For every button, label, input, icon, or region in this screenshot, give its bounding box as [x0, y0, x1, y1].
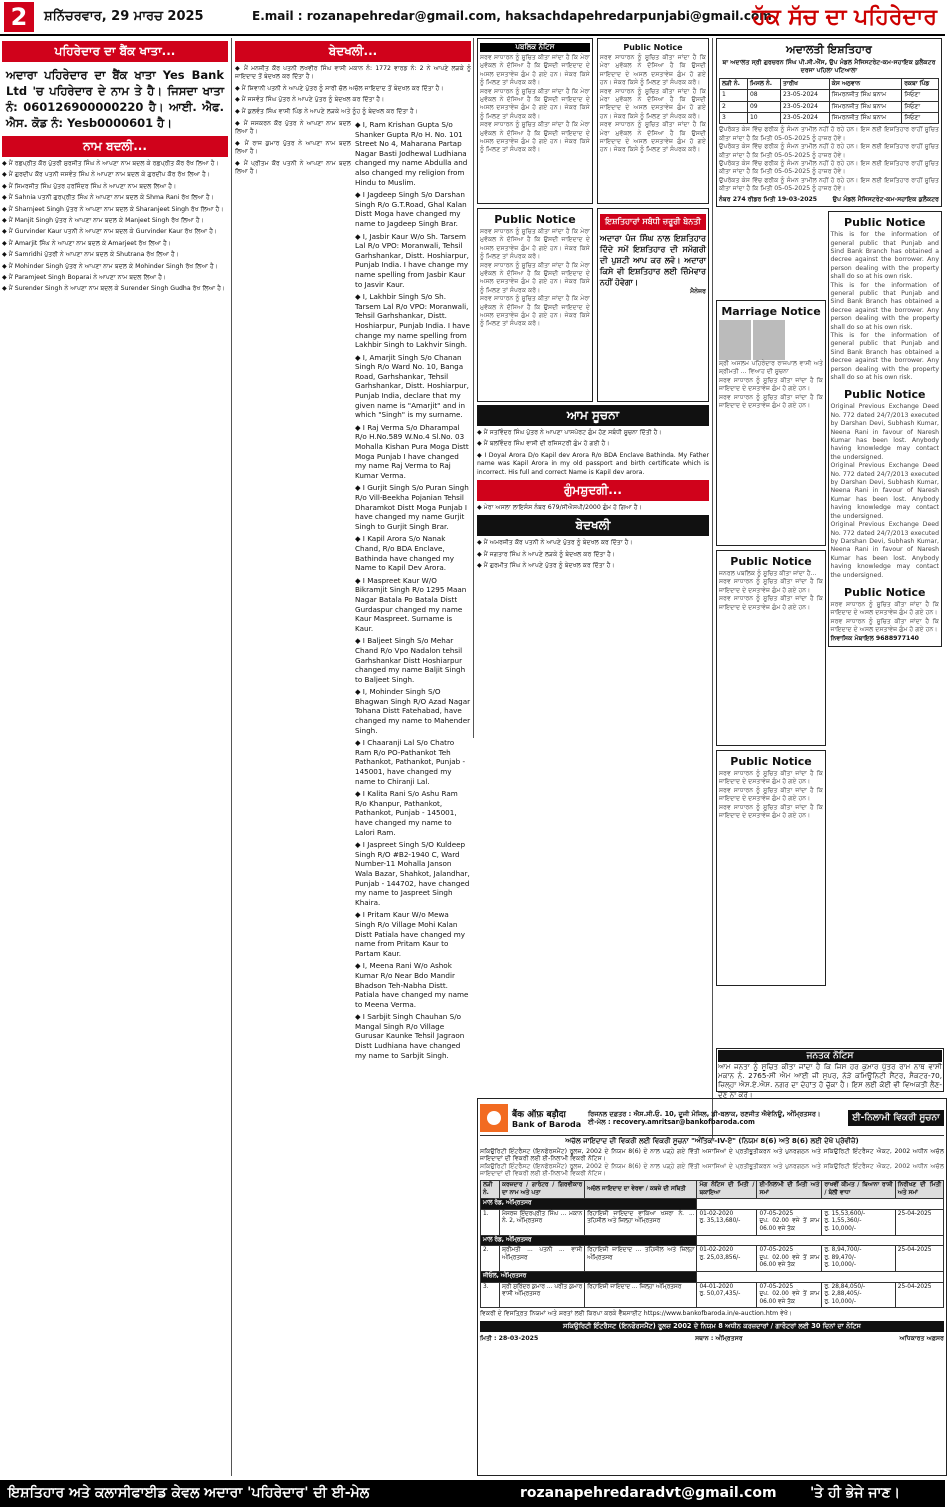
table-cell: 23-05-2024: [781, 101, 830, 112]
table-cell: 3.: [481, 1282, 500, 1308]
table-cell: 04-01-2020 ਰੁ. 50,07,435/-: [697, 1282, 757, 1308]
bride-photo: [753, 320, 785, 360]
table-cell: ਸਿਓਣਾ: [902, 113, 939, 124]
name-change-entry: ◆ ਮੈਂ Sahnia ਪਤਨੀ ਗੁਰਪ੍ਰੀਤ ਸਿੰਘ ਨੇ ਆਪਣਾ ਨਾਮ ਬਦਲ ਕੇ Shma Rani ਰੱਖ ਲਿਆ ਹੈ।: [2, 194, 214, 202]
branch-row: [481, 1199, 944, 1210]
eviction-entry: ◆ ਮੈਂ ਜਗਤਾਰ ਸਿੰਘ ਨੇ ਆਪਣੇ ਲੜਕੇ ਨੂੰ ਬੇਦਖਲ ਕਰ ਦਿੱਤਾ ਹੈ।: [477, 550, 616, 558]
bank-account-heading: ਪਹਿਰੇਦਾਰ ਦਾ ਬੈਂਕ ਖਾਤਾ...: [2, 41, 228, 62]
footer-bar: [0, 1480, 945, 1507]
branch-name: ਜੀਓਲ, ਅੰਮ੍ਰਿਤਸਰ: [481, 1271, 697, 1282]
eviction-entry: ◆ ਮੈਂ ਜਸਵੰਤ ਸਿੰਘ ਪੁੱਤਰ ਨੇ ਆਪਣੇ ਪੁੱਤਰ ਨੂੰ ਬੇਦਖਲ ਕਰ ਦਿੱਤਾ ਹੈ।: [235, 96, 385, 104]
table-cell: ਸਿਮਰਨਜੀਤ ਸਿੰਘ ਬਨਾਮ: [829, 101, 901, 112]
table-cell: 25-04-2025: [895, 1209, 943, 1235]
public-notice-box: Public Notice This is for the information of general public that Punjab and Sind Bank Branch has obtained a decree against the borrower. Any person dealing with the property shall do so at his own risk. This is for the information of general public that Punjab and Sind Bank Branch has obtained a decree against the borrower. Any person dealing with the property shall do so at his own risk. This is for the information of general public that Punjab and Sind Bank Branch has obtained a decree against the borrower. Any person dealing with the property shall do so at his own risk. Public Notice Original Previous Exchange Deed No. 772 dated 24/7/2013 executed by Darshan Devi, Subhash Kumar, Neena Rani in favour of Naresh Kumar has been lost. Anybody having knowledge may contact the undersigned. Original Previous Exchange Deed No. 772 dated 24/7/2013 executed by Darshan Devi, Subhash Kumar, Neena Rani in favour of Naresh Kumar has been lost. Anybody having knowledge may contact the undersigned. Original Previous Exchange Deed No. 772 dated 24/7/2013 executed by Darshan Devi, Subhash Kumar, Neena Rani in favour of Naresh Kumar has been lost. Anybody having knowledge may contact the undersigned. Public Notice ਸਰਵ ਸਾਧਾਰਨ ਨੂੰ ਸੂਚਿਤ ਕੀਤਾ ਜਾਂਦਾ ਹੈ ਕਿ ਜਾਇਦਾਦ ਦੇ ਅਸਲ ਦਸਤਾਵੇਜ਼ ਗੁੰਮ ਹੋ ਗਏ ਹਨ। ਸਰਵ ਸਾਧਾਰਨ ਨੂੰ ਸੂਚਿਤ ਕੀਤਾ ਜਾਂਦਾ ਹੈ ਕਿ ਜਾਇਦਾਦ ਦੇ ਅਸਲ ਦਸਤਾਵੇਜ਼ ਗੁੰਮ ਹੋ ਗਏ ਹਨ। ਨਿਵਾਸਿਕ ਮੋਬਾਇਲ 9688977140: [828, 211, 943, 647]
missing-heading: ਗੁੰਮਸ਼ੁਦਗੀ...: [477, 480, 709, 501]
eviction-heading-2: ਬੇਦਖਲੀ: [477, 515, 709, 536]
table-cell: 2: [720, 101, 748, 112]
column-name-change: [2, 38, 228, 1478]
table-header-cell: ਮਿਸਲ ਨੰ.: [747, 78, 780, 89]
table-cell: 2.: [481, 1246, 500, 1272]
table-cell: 08: [747, 90, 780, 101]
bank-of-baroda-auction: बैंक ऑफ़ बड़ौदा Bank of Baroda ਰਿਜਨਲ ਦਫ਼ਤਰ : ਐਸ.ਸੀ.ਓ. 10, ਦੂਜੀ ਮੰਜਿਲ, ਡੀ-ਬਲਾਕ, ਰਣਜੀਤ ਐਵੇਨਿਊ, ਅੰਮ੍ਰਿਤਸਰ। ਈ-ਮੇਲ : recovery.amritsar@bankofbaroda.com ਈ-ਨਿਲਾਮੀ ਵਿਕਰੀ ਸੂਚਨਾ ਅਚੱਲ ਜਾਇਦਾਦ ਦੀ ਵਿਕਰੀ ਲਈ ਵਿਕਰੀ ਸੂਚਨਾ "ਅੰਤਿਕਾ-IV-ਏ" (ਨਿਯਮ 8(6) ਅਤੇ 8(6) ਲਈ ਦੇਖੋ ਪ੍ਰੋਵੀਜ਼ੋ) ਸਕਿਉਰਿਟੀ ਇੰਟਰੈਸਟ (ਇਨਫੋਰਸਮੈਂਟ) ਰੂਲਜ਼, 2002 ਦੇ ਨਿਯਮ 8(6) ਦੇ ਨਾਲ ਪੜ੍ਹੇ ਗਏ ਵਿੱਤੀ ਅਸਾਸਿਆਂ ਦੇ ਪ੍ਰਤੀਭੂਤੀਕਰਨ ਅਤੇ ਪੁਨਰਗਠਨ ਅਤੇ ਸਕਿਉਰਿਟੀ ਇੰਟਰੈਸਟ ਐਕਟ, 2002 ਅਧੀਨ ਅਚੱਲ ਜਾਇਦਾਦਾਂ ਦੀ ਵਿਕਰੀ ਲਈ ਈ-ਨਿਲਾਮੀ ਵਿਕਰੀ ਨੋਟਿਸ। ਸਕਿਉਰਿਟੀ ਇੰਟਰੈਸਟ (ਇਨਫੋਰਸਮੈਂਟ) ਰੂਲਜ਼, 2002 ਦੇ ਨਿਯਮ 8(6) ਦੇ ਨਾਲ ਪੜ੍ਹੇ ਗਏ ਵਿੱਤੀ ਅਸਾਸਿਆਂ ਦੇ ਪ੍ਰਤੀਭੂਤੀਕਰਨ ਅਤੇ ਪੁਨਰਗਠਨ ਅਤੇ ਸਕਿਉਰਿਟੀ ਇੰਟਰੈਸਟ ਐਕਟ, 2002 ਅਧੀਨ ਅਚੱਲ ਜਾਇਦਾਦਾਂ ਦੀ ਵਿਕਰੀ ਲਈ ਈ-ਨਿਲਾਮੀ ਵਿਕਰੀ ਨੋਟਿਸ। ਲੜੀ ਨੰ. ਕਰਜ਼ਦਾਰ / ਗਾਰੰਟਰ / ਗਿਰਵੀਕਾਰ ਦਾ ਨਾਮ ਅਤੇ ਪਤਾ ਅਚੱਲ ਜਾਇਦਾਦ ਦਾ ਵੇਰਵਾ / ਕਬਜ਼ੇ ਦੀ ਸਥਿਤੀ ਮੰਗ ਨੋਟਿਸ ਦੀ ਮਿਤੀ / ਬਕਾਇਆ ਈ-ਨਿਲਾਮੀ ਦੀ ਮਿਤੀ ਅਤੇ ਸਮਾਂ ਰਾਖਵੀਂ ਕੀਮਤ / ਬਿਆਨਾ ਰਾਸ਼ੀ / ਬੋਲੀ ਵਾਧਾ ਨਿਰੀਖਣ ਦੀ ਮਿਤੀ ਅਤੇ ਸਮਾਂ ਮਾਲ ਰੋਡ, ਅੰਮ੍ਰਿਤਸਰ 1. ਮੈਸਰਜ਼ ਇੰਦਰਪ੍ਰੀਤ ਸਿੰਘ ... ਮਕਾਨ ਨੰ. 2, ਅੰਮ੍ਰਿਤਸਰ ਰਿਹਾਇਸ਼ੀ ਜਾਇਦਾਦ ਵਾਕਿਆ ਖਸਰਾ ਨੰ. ... ਤਹਿਸੀਲ ਅਤੇ ਜ਼ਿਲ੍ਹਾ ਅੰਮ੍ਰਿਤਸਰ 01-02-2020 ਰੁ. 35,13,680/- 07-05-2025 ਦੁਪ. 02.00 ਵਜੇ ਤੋਂ ਸ਼ਾਮ 06.00 ਵਜੇ ਤੱਕ ਰੁ. 15,53,600/- ਰੁ. 1,55,360/- ਰੁ. 10,000/- 25-04-2025 ਮਾਲ ਰੋਡ, ਅੰਮ੍ਰਿਤਸਰ 2. ਸ਼੍ਰੀਮਤੀ ... ਪਤਨੀ ... ਵਾਸੀ ਅੰਮ੍ਰਿਤਸਰ ਰਿਹਾਇਸ਼ੀ ਜਾਇਦਾਦ ... ਤਹਿਸੀਲ ਅਤੇ ਜ਼ਿਲ੍ਹਾ ਅੰਮ੍ਰਿਤਸਰ 01-02-2020 ਰੁ. 25,03,856/- 07-05-2025 ਦੁਪ. 02.00 ਵਜੇ ਤੋਂ ਸ਼ਾਮ 06.00 ਵਜੇ ਤੱਕ ਰੁ. 8,94,700/- ਰੁ. 89,470/- ਰੁ. 10,000/- 25-04-2025 ਜੀਓਲ, ਅੰਮ੍ਰਿਤਸਰ 3. ਸ੍ਰੀ ਸੁਰਿੰਦਰ ਕੁਮਾਰ ... ਪਰੀਤ ਕੁਮਾਰ ਵਾਸੀ ਅੰਮ੍ਰਿਤਸਰ ਰਿਹਾਇਸ਼ੀ ਜਾਇਦਾਦ ... ਜ਼ਿਲ੍ਹਾ ਅੰਮ੍ਰਿਤਸਰ 04-01-2020 ਰੁ. 50,07,435/- 07-05-2025 ਦੁਪ. 02.00 ਵਜੇ ਤੋਂ ਸ਼ਾਮ 06.00 ਵਜੇ ਤੱਕ ਰੁ. 28,84,050/- ਰੁ. 2,88,405/- ਰੁ. 10,000/- 25-04-2025 ਵਿਕਰੀ ਦੇ ਵਿਸਤ੍ਰਿਤ ਨਿਯਮਾਂ ਅਤੇ ਸ਼ਰਤਾਂ ਲਈ ਕਿਰਪਾ ਕਰਕੇ ਵੈੱਬਸਾਈਟ https://www.bankofbaroda.in/e-auction.htm ਵੇਖੋ। ਸਕਿਉਰਿਟੀ ਇੰਟਰੈਸਟ (ਇਨਫੋਰਸਮੈਂਟ) ਰੂਲਜ਼ 2002 ਦੇ ਨਿਯਮ 8 ਅਧੀਨ ਕਰਜ਼ਦਾਰਾਂ / ਗਾਰੰਟਰਾਂ ਲਈ 30 ਦਿਨਾਂ ਦਾ ਨੋਟਿਸ ਮਿਤੀ : 28-03-2025 ਸਥਾਨ : ਅੰਮ੍ਰਿਤਸਰ ਅਧਿਕਾਰਤ ਅਫ਼ਸਰ: [477, 1098, 947, 1476]
name-change-entry: ◆ ਮੈਂ Manjit Singh ਪੁੱਤਰ ਨੇ ਆਪਣਾ ਨਾਮ ਬਦਲ ਕੇ Manjeet Singh ਰੱਖ ਲਿਆ ਹੈ।: [2, 217, 204, 225]
court-case-table: [719, 78, 939, 125]
table-row: [720, 101, 939, 112]
public-notice-box: Public Notice ਜਨਰਲ ਪਬਲਿਕ ਨੂੰ ਸੂਚਿਤ ਕੀਤਾ ਜਾਂਦਾ ਹੈ... ਸਰਵ ਸਾਧਾਰਨ ਨੂੰ ਸੂਚਿਤ ਕੀਤਾ ਜਾਂਦਾ ਹੈ ਕਿ ਜਾਇਦਾਦ ਦੇ ਦਸਤਾਵੇਜ਼ ਗੁੰਮ ਹੋ ਗਏ ਹਨ। ਸਰਵ ਸਾਧਾਰਨ ਨੂੰ ਸੂਚਿਤ ਕੀਤਾ ਜਾਂਦਾ ਹੈ ਕਿ ਜਾਇਦਾਦ ਦੇ ਦਸਤਾਵੇਜ਼ ਗੁੰਮ ਹੋ ਗਏ ਹਨ।: [716, 550, 826, 746]
general-info-entry: ◆ ਮੈਂ ਬਲਵਿੰਦਰ ਸਿੰਘ ਵਾਸੀ ਦੀ ਰਜਿਸਟਰੀ ਗੁੰਮ ਹੋ ਗਈ ਹੈ।: [477, 440, 610, 448]
table-header-cell: ਤਾਰੀਖ: [781, 78, 830, 89]
table-row: [481, 1209, 944, 1235]
table-cell: 07-05-2025 ਦੁਪ. 02.00 ਵਜੇ ਤੋਂ ਸ਼ਾਮ 06.00 ਵਜੇ ਤੱਕ: [757, 1246, 822, 1272]
missing-list: [477, 504, 709, 512]
name-change-list-2: [235, 120, 351, 1063]
eviction-entry: ◆ ਮੈਂ ਸ਼ਿਵਾਨੀ ਪਤਨੀ ਨੇ ਆਪਣੇ ਪੁੱਤਰ ਨੂੰ ਸਾਰੀ ਚੱਲ ਅਚੱਲ ਜਾਇਦਾਦ ਤੋਂ ਬੇਦਖਲ ਕਰ ਦਿੱਤਾ ਹੈ।: [235, 84, 444, 92]
e-auction-badge: ਈ-ਨਿਲਾਮੀ ਵਿਕਰੀ ਸੂਚਨਾ: [848, 1110, 944, 1126]
header-emails: E.mail : rozanapehredar@gmail.com, haksachdapehredarpunjabi@gmail.com: [252, 9, 772, 23]
name-change-entry: ◆ ਮੈਂ ਸਿਮਰਜੀਤ ਸਿੰਘ ਪੁੱਤਰ ਹਰਜਿੰਦਰ ਸਿੰਘ ਨੇ ਆਪਣਾ ਨਾਮ ਬਦਲ ਲਿਆ ਹੈ।: [2, 182, 177, 190]
name-change-entry: ◆ ਮੈਂ ਜਸਕਰਨ ਕੌਰ ਪੁੱਤਰ ਨੇ ਆਪਣਾ ਨਾਮ ਬਦਲ ਲਿਆ ਹੈ।: [235, 120, 351, 136]
table-cell: ਸਿਓਣਾ: [902, 101, 939, 112]
table-cell: 25-04-2025: [895, 1282, 943, 1308]
english-name-change-entry: ◆ I, Meena Rani W/o Ashok Kumar R/o Near Bdo Mandir Bhadson Teh-Nabha Distt. Patiala have changed my name to Meena Verma.: [355, 961, 469, 1009]
english-name-change-entry: ◆ I Jagdeep Singh S/o Darshan Singh R/o G.T.Road, Ghal Kalan Distt Moga have changed my name to Jagdeep Singh Brar.: [355, 190, 467, 228]
masthead: [0, 0, 945, 36]
name-change-entry: ◆ ਮੈਂ Mohinder Singh ਪੁੱਤਰ ਨੇ ਆਪਣਾ ਨਾਮ ਬਦਲ ਕੇ Mohinder Singh ਰੱਖ ਲਿਆ ਹੈ।: [2, 262, 219, 270]
english-name-change-entry: ◆ I Maspreet Kaur W/O Bikramjit Singh R/o 1295 Maan Nagar Batala Po Batala Distt Gurdaspur changed my name Kaur Maspreet. Surname is Kaur.: [355, 575, 467, 633]
table-header-cell: ਰਾਖਵੀਂ ਕੀਮਤ / ਬਿਆਨਾ ਰਾਸ਼ੀ / ਬੋਲੀ ਵਾਧਾ: [822, 1180, 895, 1198]
name-change-entry: ◆ ਮੈਂ ਰਾਜ ਕੁਮਾਰ ਪੁੱਤਰ ਨੇ ਆਪਣਾ ਨਾਮ ਬਦਲ ਲਿਆ ਹੈ।: [235, 139, 351, 156]
table-cell: 01-02-2020 ਰੁ. 25,03,856/-: [697, 1246, 757, 1272]
english-name-change-list: [355, 120, 471, 1063]
eviction-list: [235, 65, 471, 116]
name-change-heading: ਨਾਮ ਬਦਲੀ...: [2, 136, 228, 157]
table-row: [481, 1282, 944, 1308]
eviction-entry: ◆ ਮੈਂ ਮਨਜੀਤ ਕੌਰ ਪਤਨੀ ਲਖਵੀਰ ਸਿੰਘ ਵਾਸੀ ਮਕਾਨ ਨੰ: 1772 ਵਾਰਡ ਨੰ: 2 ਨੇ ਆਪਣੇ ਲੜਕੇ ਨੂੰ ਜਾਇਦਾਦ ਤੋਂ ਬੇਦਖਲ ਕਰ ਦਿੱਤਾ ਹੈ।: [235, 65, 471, 81]
table-cell: 07-05-2025 ਦੁਪ. 02.00 ਵਜੇ ਤੋਂ ਸ਼ਾਮ 06.00 ਵਜੇ ਤੱਕ: [757, 1282, 822, 1308]
branch-name: ਮਾਲ ਰੋਡ, ਅੰਮ੍ਰਿਤਸਰ: [481, 1235, 697, 1246]
general-info-entry: ◆ I Doyal Arora D/o Kapil dev Arora R/o BDA Enclave Bathinda. My Father name was Kapil Arora in my old passport and birth certificate which is incorrect. His full and correct Name is Kapil dev arora.: [477, 451, 709, 476]
english-name-change-entry: ◆ I Jaspreet Singh S/O Kuldeep Singh R/O #B2-1940 C, Ward Number-11 Mohalla Janson Wala Bazar, Shahkot, Jalandhar, Punjab - 144702, have changed my name to Jaspreet Singh Khaira.: [355, 840, 470, 907]
table-cell: 1.: [481, 1209, 500, 1235]
english-name-change-entry: ◆ I, Mohinder Singh S/O Bhagwan Singh R/O Azad Nagar Tohana Distt Fatehabad, have changed my name to Mahender Singh.: [355, 687, 471, 735]
eviction-entry: ◆ ਮੈਂ ਕੁਲਵੰਤ ਸਿੰਘ ਵਾਸੀ ਪਿੰਡ ਨੇ ਆਪਣੇ ਲੜਕੇ ਅਤੇ ਨੂੰਹ ਨੂੰ ਬੇਦਖਲ ਕਰ ਦਿੱਤਾ ਹੈ।: [235, 107, 419, 115]
name-change-entry: ◆ ਮੈਂ Amarjit ਸਿੰਘ ਨੇ ਆਪਣਾ ਨਾਮ ਬਦਲ ਕੇ Amarjeet ਰੱਖ ਲਿਆ ਹੈ।: [2, 239, 172, 247]
table-cell: ਸਿਮਰਨਜੀਤ ਸਿੰਘ ਬਨਾਮ: [829, 113, 901, 124]
table-header-cell: ਕੇਸ ਅਨੁਵਾਨ: [829, 78, 901, 89]
public-notice-janatak: ਜਨਤਕ ਨੋਟਿਸ ਆਮ ਜਨਤਾ ਨੂੰ ਸੂਚਿਤ ਕੀਤਾ ਜਾਂਦਾ ਹੈ ਕਿ ਜਿਸ ਹਰ ਕੁਮਾਰ ਪੁੱਤਰ ਰਾਮ ਨਾਥ ਵਾਸੀ ਮਕਾਨ ਨੰ. 2765-ਸੀ ਐਮ ਆਈ ਜੀ ਸੁਪਰ, ਨੇੜੇ ਕਮਿਊਨਿਟੀ ਸੈਂਟਰ, ਸੈਕਟਰ-70, ਜ਼ਿਲ੍ਹਾ ਐਸ.ਏ.ਐਸ. ਨਗਰ ਦਾ ਦੇਹਾਂਤ ਹੋ ਚੁੱਕਾ ਹੈ। ਇਸ ਲਈ ਕੋਈ ਵੀ ਵਿਅਕਤੀ ਲੈਣ-ਦੇਣ ਨਾ ਕਰੇ।: [716, 1048, 944, 1092]
court-notice: ਅਦਾਲਤੀ ਇਸ਼ਤਿਹਾਰ ਬਾ ਅਦਾਲਤ ਸ੍ਰੀ ਗੁਰਚਰਨ ਸਿੰਘ ਪੀ.ਸੀ.ਐੱਸ, ਉਪ ਮੰਡਲ ਮੈਜਿਸਟਰੇਟ-ਕਮ-ਸਹਾਇਕ ਕੁਲੈਕਟਰ ਦਰਜਾ ਪਹਿਲਾ ਪਟਿਆਲਾ ਲੜੀ ਨੰ. ਮਿਸਲ ਨੰ. ਤਾਰੀਖ ਕੇਸ ਅਨੁਵਾਨ ਰਕਬਾ ਪਿੰਡ 1 08 23-05-2024 ਸਿਮਰਨਜੀਤ ਸਿੰਘ ਬਨਾਮ ਸਿਓਣਾ 2 09 23-05-2024 ਸਿਮਰਨਜੀਤ ਸਿੰਘ ਬਨਾਮ ਸਿਓਣਾ 3 10 23-05-2024 ਸਿਮਰਨਜੀਤ ਸਿੰਘ ਬਨਾਮ ਸਿਓਣਾ ਉਪਰੋਕਤ ਕੇਸ ਵਿੱਚ ਫਰੀਕ ਨੂੰ ਸੰਮਨ ਤਾਮੀਲ ਨਹੀਂ ਹੋ ਰਹੇ ਹਨ। ਇਸ ਲਈ ਇਸ਼ਤਿਹਾਰ ਰਾਹੀਂ ਸੂਚਿਤ ਕੀਤਾ ਜਾਂਦਾ ਹੈ ਕਿ ਮਿਤੀ 05-05-2025 ਨੂੰ ਹਾਜ਼ਰ ਹੋਵੇ। ਉਪਰੋਕਤ ਕੇਸ ਵਿੱਚ ਫਰੀਕ ਨੂੰ ਸੰਮਨ ਤਾਮੀਲ ਨਹੀਂ ਹੋ ਰਹੇ ਹਨ। ਇਸ ਲਈ ਇਸ਼ਤਿਹਾਰ ਰਾਹੀਂ ਸੂਚਿਤ ਕੀਤਾ ਜਾਂਦਾ ਹੈ ਕਿ ਮਿਤੀ 05-05-2025 ਨੂੰ ਹਾਜ਼ਰ ਹੋਵੇ। ਉਪਰੋਕਤ ਕੇਸ ਵਿੱਚ ਫਰੀਕ ਨੂੰ ਸੰਮਨ ਤਾਮੀਲ ਨਹੀਂ ਹੋ ਰਹੇ ਹਨ। ਇਸ ਲਈ ਇਸ਼ਤਿਹਾਰ ਰਾਹੀਂ ਸੂਚਿਤ ਕੀਤਾ ਜਾਂਦਾ ਹੈ ਕਿ ਮਿਤੀ 05-05-2025 ਨੂੰ ਹਾਜ਼ਰ ਹੋਵੇ। ਉਪਰੋਕਤ ਕੇਸ ਵਿੱਚ ਫਰੀਕ ਨੂੰ ਸੰਮਨ ਤਾਮੀਲ ਨਹੀਂ ਹੋ ਰਹੇ ਹਨ। ਇਸ ਲਈ ਇਸ਼ਤਿਹਾਰ ਰਾਹੀਂ ਸੂਚਿਤ ਕੀਤਾ ਜਾਂਦਾ ਹੈ ਕਿ ਮਿਤੀ 05-05-2025 ਨੂੰ ਹਾਜ਼ਰ ਹੋਵੇ। ਨੰਬਰ 274 ਰੀਡਰ ਮਿਤੀ 19-03-2025 ਉਪ ਮੰਡਲ ਮੈਜਿਸਟਰੇਟ-ਕਮ-ਸਹਾਇਕ ਕੁਲੈਕਟਰ: [716, 38, 942, 207]
table-cell: ਰਿਹਾਇਸ਼ੀ ਜਾਇਦਾਦ ... ਜ਼ਿਲ੍ਹਾ ਅੰਮ੍ਰਿਤਸਰ: [585, 1282, 697, 1308]
table-cell: ਰੁ. 28,84,050/- ਰੁ. 2,88,405/- ਰੁ. 10,000/-: [822, 1282, 895, 1308]
table-cell: 01-02-2020 ਰੁ. 35,13,680/-: [697, 1209, 757, 1235]
name-change-entry: ◆ ਮੈਂ Samridhi ਪੁੱਤਰੀ ਨੇ ਆਪਣਾ ਨਾਮ ਬਦਲ ਕੇ Shutrana ਰੱਖ ਲਿਆ ਹੈ।: [2, 251, 179, 259]
english-name-change-entry: ◆ I Pritam Kaur W/o Mewa Singh R/o Village Mohi Kalan Distt Patiala have changed my name from Pritam Kaur to Partam Kaur.: [355, 910, 465, 958]
table-cell: 3: [720, 113, 748, 124]
english-name-change-entry: ◆ I Baljeet Singh S/o Mehar Chand R/o Vpo Nadalon tehsil Garhshankar Distt Hoshiarpur changed my name Baljit Singh to Baljeet Singh.: [355, 636, 466, 684]
branch-row: [481, 1271, 944, 1282]
name-change-entry: ◆ ਮੈਂ Paramjeet Singh Boparai ਨੇ ਆਪਣਾ ਨਾਮ ਬਦਲ ਲਿਆ ਹੈ।: [2, 274, 167, 282]
english-name-change-entry: ◆ I, Ram Krishan Gupta S/o Shanker Gupta R/o H. No. 101 Street No 4, Maharana Partap Nagar Basti Jodhewal Ludhiana changed my name Abdulla and also changed my religion from Hindu to Muslim.: [355, 120, 468, 187]
table-cell: ਰਿਹਾਇਸ਼ੀ ਜਾਇਦਾਦ ਵਾਕਿਆ ਖਸਰਾ ਨੰ. ... ਤਹਿਸੀਲ ਅਤੇ ਜ਼ਿਲ੍ਹਾ ਅੰਮ੍ਰਿਤਸਰ: [585, 1209, 697, 1235]
eviction-heading: ਬੇਦਖਲੀ...: [235, 41, 471, 62]
english-name-change-entry: ◆ I Raj Verma S/o Dharampal R/o H.No.589 W.No.4 Sl.No. 03 Mohalla Kishan Pura Moga Distt Moga Punjab I have changed my name Raj Verma to Raj Kumar Verma.: [355, 422, 469, 480]
general-info-entry: ◆ ਮੈਂ ਸਤਵਿੰਦਰ ਸਿੰਘ ਪੁੱਤਰ ਨੇ ਆਪਣਾ ਪਾਸਪੋਰਟ ਗੁੰਮ ਹੋਣ ਸਬੰਧੀ ਸੂਚਨਾ ਦਿੱਤੀ ਹੈ।: [477, 429, 662, 436]
table-cell: ਰੁ. 15,53,600/- ਰੁ. 1,55,360/- ਰੁ. 10,000/-: [822, 1209, 895, 1235]
name-change-entry: ◆ ਮੈਂ Sharnjeet Singh ਪੁੱਤਰ ਨੇ ਆਪਣਾ ਨਾਮ ਬਦਲ ਕੇ Sharanjeet Singh ਰੱਖ ਲਿਆ ਹੈ।: [2, 205, 224, 213]
english-name-change-entry: ◆ I Sarbjit Singh Chauhan S/o Mangal Singh R/o Village Gurusar Kaunke Tehsil Jagraon Distt Ludhiana have changed my name to Sarbjit Singh.: [355, 1012, 465, 1060]
groom-photo: [719, 320, 751, 360]
public-notice-box: Public Notice ਸਰਵ ਸਾਧਾਰਨ ਨੂੰ ਸੂਚਿਤ ਕੀਤਾ ਜਾਂਦਾ ਹੈ ਕਿ ਜਾਇਦਾਦ ਦੇ ਦਸਤਾਵੇਜ਼ ਗੁੰਮ ਹੋ ਗਏ ਹਨ। ਸਰਵ ਸਾਧਾਰਨ ਨੂੰ ਸੂਚਿਤ ਕੀਤਾ ਜਾਂਦਾ ਹੈ ਕਿ ਜਾਇਦਾਦ ਦੇ ਦਸਤਾਵੇਜ਼ ਗੁੰਮ ਹੋ ਗਏ ਹਨ। ਸਰਵ ਸਾਧਾਰਨ ਨੂੰ ਸੂਚਿਤ ਕੀਤਾ ਜਾਂਦਾ ਹੈ ਕਿ ਜਾਇਦਾਦ ਦੇ ਦਸਤਾਵੇਜ਼ ਗੁੰਮ ਹੋ ਗਏ ਹਨ।: [716, 750, 826, 986]
name-change-entry: ◆ ਮੈਂ Gurvinder Kaur ਪਤਨੀ ਨੇ ਆਪਣਾ ਨਾਮ ਬਦਲ ਕੇ Gurvinder Kaur ਰੱਖ ਲਿਆ ਹੈ।: [2, 228, 218, 236]
bank-of-baroda-logo: [480, 1104, 508, 1132]
english-name-change-entry: ◆ I, Amarjit Singh S/o Chanan Singh R/o Ward No. 10, Banga Road, Garhshankar, Tehsil Garhshankar, Distt. Hoshiarpur, Punjab India, declare that my given name is "Amarjit" and in which "Singh" is my surname.: [355, 352, 469, 420]
table-header-cell: ਨਿਰੀਖਣ ਦੀ ਮਿਤੀ ਅਤੇ ਸਮਾਂ: [895, 1180, 943, 1198]
table-cell: 09: [747, 101, 780, 112]
table-cell: ਸ਼੍ਰੀਮਤੀ ... ਪਤਨੀ ... ਵਾਸੀ ਅੰਮ੍ਰਿਤਸਰ: [500, 1246, 585, 1272]
english-name-change-entry: ◆ I Kalita Rani S/o Ashu Ram R/o Khanpur, Pathankot, Pathankot, Punjab - 145001, have changed my name to Lalori Ram.: [355, 789, 458, 837]
public-notice-box: [595, 40, 709, 210]
table-header-cell: ਮੰਗ ਨੋਟਿਸ ਦੀ ਮਿਤੀ / ਬਕਾਇਆ: [697, 1180, 757, 1198]
table-header-cell: ਅਚੱਲ ਜਾਇਦਾਦ ਦਾ ਵੇਰਵਾ / ਕਬਜ਼ੇ ਦੀ ਸਥਿਤੀ: [585, 1180, 697, 1198]
footer-email-link[interactable]: rozanapehredaradvt@gmail.com: [520, 1485, 777, 1501]
column-eviction: [235, 38, 471, 1478]
english-name-change-entry: ◆ I Kapil Arora S/o Nanak Chand, R/o BDA Enclave, Bathinda have changed my Name to Kapil Dev Arora.: [355, 534, 454, 573]
table-header-cell: ਲੜੀ ਨੰ.: [481, 1180, 500, 1198]
advertisement-request-box: ਇਸ਼ਤਿਹਾਰਾਂ ਸਬੰਧੀ ਜ਼ਰੂਰੀ ਬੇਨਤੀ ਅਦਾਰਾ ਪੰਜ ਸਿੰਘ ਨਾਲ ਇਸ਼ਤਿਹਾਰ ਦਿੰਦੇ ਸਮੇਂ ਇਸ਼ਤਿਹਾਰ ਦੀ ਸਮੱਗਰੀ ਦੀ ਪੁਸ਼ਟੀ ਆਪ ਕਰ ਲਵੋ। ਅਦਾਰਾ ਕਿਸੇ ਵੀ ਇਸ਼ਤਿਹਾਰ ਲਈ ਜ਼ਿੰਮੇਵਾਰ ਨਹੀਂ ਹੋਵੇਗਾ। ਮੈਨੇਜਰ: [597, 208, 709, 402]
table-cell: ਰੁ. 8,94,700/- ਰੁ. 89,470/- ਰੁ. 10,000/-: [822, 1246, 895, 1272]
table-header-cell: ਲੜੀ ਨੰ.: [720, 78, 748, 89]
english-name-change-entry: ◆ I, Jasbir Kaur W/o Sh. Tarsem Lal R/o VPO: Moranwali, Tehsil Garhshankar, Distt. Hoshiarpur, Punjab India. I have change my name spelling from Jasbir Kaur to Jasvir Kaur.: [355, 231, 469, 289]
english-name-change-entry: ◆ I, Lakhbir Singh S/o Sh. Tarsem Lal R/o VPO: Moranwali, Tehsil Garhshankar, Distt. Hoshiarpur, Punjab India. I have change my name spelling from Lakhbir Singh to Lakhvir Singh.: [355, 292, 470, 350]
table-cell: 07-05-2025 ਦੁਪ. 02.00 ਵਜੇ ਤੋਂ ਸ਼ਾਮ 06.00 ਵਜੇ ਤੱਕ: [757, 1209, 822, 1235]
english-name-change-entry: ◆ I Chaaranji Lal S/o Chatro Ram R/o PO-Pathankot Teh Pathankot, Pathankot, Punjab - 145001, have changed my name to Chiranji Lal.: [355, 738, 466, 786]
public-notice-box: Public Notice ਸਰਵ ਸਾਧਾਰਨ ਨੂੰ ਸੂਚਿਤ ਕੀਤਾ ਜਾਂਦਾ ਹੈ ਕਿ ਮੇਰਾ ਮੁਵੱਕਲ ਨੇ ਦੱਸਿਆ ਹੈ ਕਿ ਉਸਦੀ ਜਾਇਦਾਦ ਦੇ ਅਸਲ ਦਸਤਾਵੇਜ਼ ਗੁੰਮ ਹੋ ਗਏ ਹਨ। ਜੇਕਰ ਕਿਸੇ ਨੂੰ ਮਿਲਣ ਤਾਂ ਸੰਪਰਕ ਕਰੋ। ਸਰਵ ਸਾਧਾਰਨ ਨੂੰ ਸੂਚਿਤ ਕੀਤਾ ਜਾਂਦਾ ਹੈ ਕਿ ਮੇਰਾ ਮੁਵੱਕਲ ਨੇ ਦੱਸਿਆ ਹੈ ਕਿ ਉਸਦੀ ਜਾਇਦਾਦ ਦੇ ਅਸਲ ਦਸਤਾਵੇਜ਼ ਗੁੰਮ ਹੋ ਗਏ ਹਨ। ਜੇਕਰ ਕਿਸੇ ਨੂੰ ਮਿਲਣ ਤਾਂ ਸੰਪਰਕ ਕਰੋ। ਸਰਵ ਸਾਧਾਰਨ ਨੂੰ ਸੂਚਿਤ ਕੀਤਾ ਜਾਂਦਾ ਹੈ ਕਿ ਮੇਰਾ ਮੁਵੱਕਲ ਨੇ ਦੱਸਿਆ ਹੈ ਕਿ ਉਸਦੀ ਜਾਇਦਾਦ ਦੇ ਅਸਲ ਦਸਤਾਵੇਜ਼ ਗੁੰਮ ਹੋ ਗਏ ਹਨ। ਜੇਕਰ ਕਿਸੇ ਨੂੰ ਮਿਲਣ ਤਾਂ ਸੰਪਰਕ ਕਰੋ।: [477, 208, 593, 402]
table-row: [720, 113, 939, 124]
branch-row: [481, 1235, 944, 1246]
name-change-entry: ◆ ਮੈਂ ਰਛਪ੍ਰੀਤ ਕੌਰ ਪੁੱਤਰੀ ਸੁਰਜੀਤ ਸਿੰਘ ਨੇ ਆਪਣਾ ਨਾਮ ਬਦਲ ਕੇ ਰਛਪ੍ਰੀਤ ਕੌਰ ਰੱਖ ਲਿਆ ਹੈ।: [2, 160, 219, 167]
marriage-notice: Marriage Notice ਸ਼੍ਰੀ ਅਸਲਮ ਪਹਿਰੇਦਾਰ ਰਾਜਪਾਲ ਵਾਸੀ ਅਤੇ ਸ਼੍ਰੀਮਤੀ ... ਵਿਆਹ ਦੀ ਸੂਚਨਾ ਸਰਵ ਸਾਧਾਰਨ ਨੂੰ ਸੂਚਿਤ ਕੀਤਾ ਜਾਂਦਾ ਹੈ ਕਿ ਜਾਇਦਾਦ ਦੇ ਦਸਤਾਵੇਜ਼ ਗੁੰਮ ਹੋ ਗਏ ਹਨ। ਸਰਵ ਸਾਧਾਰਨ ਨੂੰ ਸੂਚਿਤ ਕੀਤਾ ਜਾਂਦਾ ਹੈ ਕਿ ਜਾਇਦਾਦ ਦੇ ਦਸਤਾਵੇਜ਼ ਗੁੰਮ ਹੋ ਗਏ ਹਨ।: [716, 300, 826, 546]
name-change-list: [2, 160, 228, 294]
table-cell: ਸਿਮਰਨਜੀਤ ਸਿੰਘ ਬਨਾਮ: [829, 90, 901, 101]
table-cell: 23-05-2024: [781, 90, 830, 101]
auction-table: [480, 1180, 944, 1308]
branch-name: ਮਾਲ ਰੋਡ, ਅੰਮ੍ਰਿਤਸਰ: [481, 1199, 697, 1210]
name-change-entry: ◆ ਮੈਂ Surender Singh ਨੇ ਆਪਣਾ ਨਾਮ ਬਦਲ ਕੇ Surender Singh Gudha ਰੱਖ ਲਿਆ ਹੈ।: [2, 285, 226, 293]
footer-text-end: 'ਤੇ ਹੀ ਭੇਜੇ ਜਾਣ।: [810, 1485, 901, 1501]
table-cell: 25-04-2025: [895, 1246, 943, 1272]
name-change-entry: ◆ ਮੈਂ ਗੁਰਦੀਪ ਕੌਰ ਪਤਨੀ ਜਸਵੰਤ ਸਿੰਘ ਨੇ ਆਪਣਾ ਨਾਮ ਬਦਲ ਕੇ ਗੁਰਦੀਪ ਕੌਰ ਰੱਖ ਲਿਆ ਹੈ।: [2, 171, 211, 179]
issue-date: ਸ਼ਨਿੱਚਰਵਾਰ, 29 ਮਾਰਚ 2025: [44, 9, 204, 24]
table-cell: ਰਿਹਾਇਸ਼ੀ ਜਾਇਦਾਦ ... ਤਹਿਸੀਲ ਅਤੇ ਜ਼ਿਲ੍ਹਾ ਅੰਮ੍ਰਿਤਸਰ: [585, 1246, 697, 1272]
table-cell: 1: [720, 90, 748, 101]
eviction-list-2: [477, 539, 709, 570]
table-row: [720, 90, 939, 101]
auction-terms-link[interactable]: ਵਿਕਰੀ ਦੇ ਵਿਸਤ੍ਰਿਤ ਨਿਯਮਾਂ ਅਤੇ ਸ਼ਰਤਾਂ ਲਈ ਕਿਰਪਾ ਕਰਕੇ ਵੈੱਬਸਾਈਟ https://www.bankofbaroda.in/e-auction.htm ਵੇਖੋ।: [480, 1310, 793, 1318]
name-change-entry: ◆ ਮੈਂ ਪ੍ਰੀਤਮ ਕੌਰ ਪਤਨੀ ਨੇ ਆਪਣਾ ਨਾਮ ਬਦਲ ਲਿਆ ਹੈ।: [235, 159, 351, 176]
table-cell: ਮੈਸਰਜ਼ ਇੰਦਰਪ੍ਰੀਤ ਸਿੰਘ ... ਮਕਾਨ ਨੰ. 2, ਅੰਮ੍ਰਿਤਸਰ: [500, 1209, 585, 1235]
table-row: [481, 1246, 944, 1272]
table-header-cell: ਕਰਜ਼ਦਾਰ / ਗਾਰੰਟਰ / ਗਿਰਵੀਕਾਰ ਦਾ ਨਾਮ ਅਤੇ ਪਤਾ: [500, 1180, 585, 1198]
table-header-cell: ਈ-ਨਿਲਾਮੀ ਦੀ ਮਿਤੀ ਅਤੇ ਸਮਾਂ: [757, 1180, 822, 1198]
footer-text: ਇਸ਼ਤਿਹਾਰ ਅਤੇ ਕਲਾਸੀਫਾਈਡ ਕੇਵਲ ਅਦਾਰਾ 'ਪਹਿਰੇਦਾਰ' ਦੀ ਈ-ਮੇਲ: [8, 1485, 370, 1501]
column-divider: [712, 38, 713, 1138]
bank-account-text: ਅਦਾਰਾ ਪਹਿਰੇਦਾਰ ਦਾ ਬੈਂਕ ਖਾਤਾ Yes Bank Ltd 'ਚ ਪਹਿਰੇਦਾਰ ਦੇ ਨਾਮ ਤੇ ਹੈ। ਜਿਸਦਾ ਖਾਤਾ ਨੰ: 060126900000220 ਹੈ। ਆਈ. ਐਫ. ਐਸ. ਕੋਡ ਨੰ: Yesb0000601 ਹੈ।: [6, 68, 224, 130]
table-cell: ਸਿਓਣਾ: [902, 90, 939, 101]
eviction-entry: ◆ ਮੈਂ ਅਮਰਜੀਤ ਕੌਰ ਪਤਨੀ ਨੇ ਆਪਣੇ ਪੁੱਤਰ ਨੂੰ ਬੇਦਖਲ ਕਰ ਦਿੱਤਾ ਹੈ।: [477, 539, 633, 547]
table-cell: ਸ੍ਰੀ ਸੁਰਿੰਦਰ ਕੁਮਾਰ ... ਪਰੀਤ ਕੁਮਾਰ ਵਾਸੀ ਅੰਮ੍ਰਿਤਸਰ: [500, 1282, 585, 1308]
public-notice-box: ਪਬਲਿਕ ਨੋਟਿਸ ਸਰਵ ਸਾਧਾਰਨ ਨੂੰ ਸੂਚਿਤ ਕੀਤਾ ਜਾਂਦਾ ਹੈ ਕਿ ਮੇਰਾ ਮੁਵੱਕਲ ਨੇ ਦੱਸਿਆ ਹੈ ਕਿ ਉਸਦੀ ਜਾਇਦਾਦ ਦੇ ਅਸਲ ਦਸਤਾਵੇਜ਼ ਗੁੰਮ ਹੋ ਗਏ ਹਨ। ਜੇਕਰ ਕਿਸੇ ਨੂੰ ਮਿਲਣ ਤਾਂ ਸੰਪਰਕ ਕਰੋ। ਸਰਵ ਸਾਧਾਰਨ ਨੂੰ ਸੂਚਿਤ ਕੀਤਾ ਜਾਂਦਾ ਹੈ ਕਿ ਮੇਰਾ ਮੁਵੱਕਲ ਨੇ ਦੱਸਿਆ ਹੈ ਕਿ ਉਸਦੀ ਜਾਇਦਾਦ ਦੇ ਅਸਲ ਦਸਤਾਵੇਜ਼ ਗੁੰਮ ਹੋ ਗਏ ਹਨ। ਜੇਕਰ ਕਿਸੇ ਨੂੰ ਮਿਲਣ ਤਾਂ ਸੰਪਰਕ ਕਰੋ। ਸਰਵ ਸਾਧਾਰਨ ਨੂੰ ਸੂਚਿਤ ਕੀਤਾ ਜਾਂਦਾ ਹੈ ਕਿ ਮੇਰਾ ਮੁਵੱਕਲ ਨੇ ਦੱਸਿਆ ਹੈ ਕਿ ਉਸਦੀ ਜਾਇਦਾਦ ਦੇ ਅਸਲ ਦਸਤਾਵੇਜ਼ ਗੁੰਮ ਹੋ ਗਏ ਹਨ। ਜੇਕਰ ਕਿਸੇ ਨੂੰ ਮਿਲਣ ਤਾਂ ਸੰਪਰਕ ਕਰੋ।: [477, 38, 593, 204]
newspaper-logo: ਹੱਕ ਸੱਚ ਦਾ ਪਹਿਰੇਦਾਰ: [752, 4, 937, 30]
eviction-entry: ◆ ਮੈਂ ਗੁਰਮੀਤ ਸਿੰਘ ਨੇ ਆਪਣੇ ਪੁੱਤਰ ਨੂੰ ਬੇਦਖਲ ਕਰ ਦਿੱਤਾ ਹੈ।: [477, 562, 615, 570]
column-divider: [231, 38, 232, 1476]
bank-email-link[interactable]: ਈ-ਮੇਲ : recovery.amritsar@bankofbaroda.com: [588, 1118, 755, 1126]
header-email-link[interactable]: rozanapehredar@gmail.com, haksachdapehredarpunjabi@gmail.com: [306, 9, 772, 23]
table-header-cell: ਰਕਬਾ ਪਿੰਡ: [902, 78, 939, 89]
english-name-change-entry: ◆ I Gurjit Singh S/o Puran Singh R/o Vill-Beekha Pojanian Tehsil Dharamkot Distt Moga Punjab I have changed my name Gurjit Singh to Gurjit Singh Brar.: [355, 483, 469, 531]
table-cell: 23-05-2024: [781, 113, 830, 124]
column-divider: [473, 38, 474, 738]
general-info-list: [477, 429, 709, 477]
public-notice-box: Public Notice ਸਰਵ ਸਾਧਾਰਨ ਨੂੰ ਸੂਚਿਤ ਕੀਤਾ ਜਾਂਦਾ ਹੈ ਕਿ ਮੇਰਾ ਮੁਵੱਕਲ ਨੇ ਦੱਸਿਆ ਹੈ ਕਿ ਉਸਦੀ ਜਾਇਦਾਦ ਦੇ ਅਸਲ ਦਸਤਾਵੇਜ਼ ਗੁੰਮ ਹੋ ਗਏ ਹਨ। ਜੇਕਰ ਕਿਸੇ ਨੂੰ ਮਿਲਣ ਤਾਂ ਸੰਪਰਕ ਕਰੋ। ਸਰਵ ਸਾਧਾਰਨ ਨੂੰ ਸੂਚਿਤ ਕੀਤਾ ਜਾਂਦਾ ਹੈ ਕਿ ਮੇਰਾ ਮੁਵੱਕਲ ਨੇ ਦੱਸਿਆ ਹੈ ਕਿ ਉਸਦੀ ਜਾਇਦਾਦ ਦੇ ਅਸਲ ਦਸਤਾਵੇਜ਼ ਗੁੰਮ ਹੋ ਗਏ ਹਨ। ਜੇਕਰ ਕਿਸੇ ਨੂੰ ਮਿਲਣ ਤਾਂ ਸੰਪਰਕ ਕਰੋ। ਸਰਵ ਸਾਧਾਰਨ ਨੂੰ ਸੂਚਿਤ ਕੀਤਾ ਜਾਂਦਾ ਹੈ ਕਿ ਮੇਰਾ ਮੁਵੱਕਲ ਨੇ ਦੱਸਿਆ ਹੈ ਕਿ ਉਸਦੀ ਜਾਇਦਾਦ ਦੇ ਅਸਲ ਦਸਤਾਵੇਜ਼ ਗੁੰਮ ਹੋ ਗਏ ਹਨ। ਜੇਕਰ ਕਿਸੇ ਨੂੰ ਮਿਲਣ ਤਾਂ ਸੰਪਰਕ ਕਰੋ।: [597, 38, 709, 204]
general-info-heading: ਆਮ ਸੂਚਨਾ: [477, 405, 709, 426]
notice-column-left: [716, 300, 826, 1020]
table-cell: 10: [747, 113, 780, 124]
page-number: 2: [4, 2, 34, 32]
missing-entry: ◆ ਮੇਰਾ ਅਸਲਾ ਲਾਇਸੰਸ ਨੰਬਰ 679/ਸੀਐਸਪੀ/2000 ਗੁੰਮ ਹੋ ਗਿਆ ਹੈ।: [477, 504, 642, 512]
